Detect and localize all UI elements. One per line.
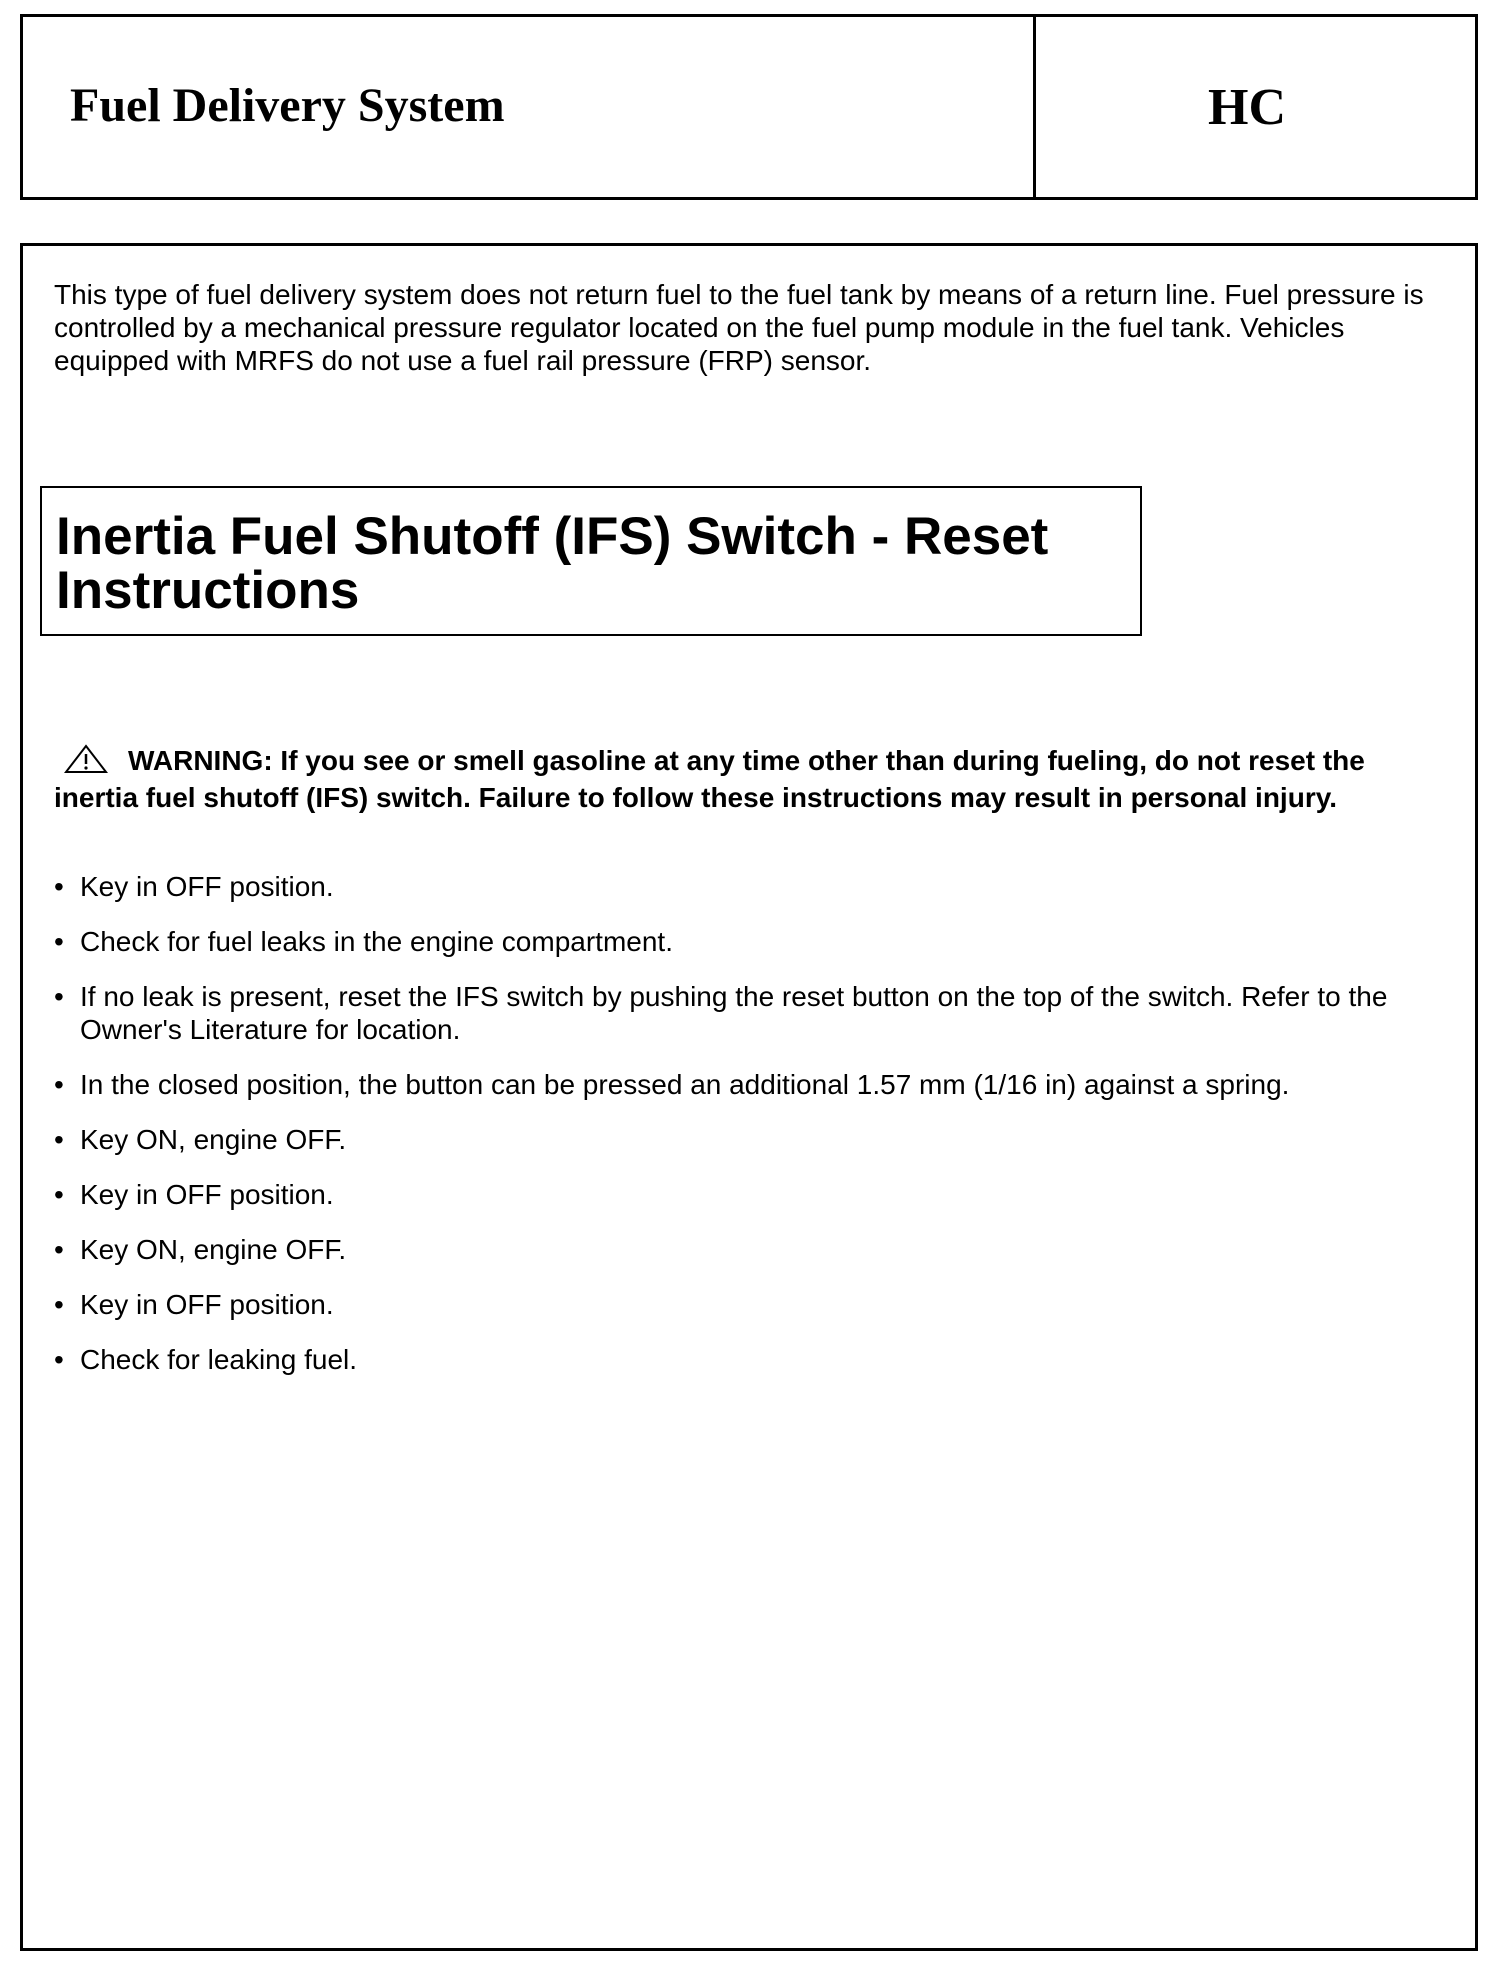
- section-heading: Inertia Fuel Shutoff (IFS) Switch - Reset Instructions: [56, 507, 1049, 620]
- list-item: • If no leak is present, reset the IFS switch by pushing the reset button on the top of the switch. Refer to the Owner's Literature for location.: [54, 980, 1454, 1046]
- warning-triangle-icon: [64, 744, 108, 781]
- section-heading-box: [40, 486, 1142, 636]
- reset-steps-list: [54, 870, 1454, 1398]
- list-item: • Key ON, engine OFF.: [54, 1123, 1454, 1156]
- list-item: • Key in OFF position.: [54, 1288, 1454, 1321]
- list-item: • Check for leaking fuel.: [54, 1343, 1454, 1376]
- section-code: HC: [1208, 79, 1286, 136]
- warning-text: WARNING: If you see or smell gasoline at any time other than during fueling, do not reset the inertia fuel shutoff (IFS) switch. Failure to follow these instructions may result in personal injury.: [54, 745, 1365, 813]
- list-item: • Key in OFF position.: [54, 1178, 1454, 1211]
- page-title: Fuel Delivery System: [70, 79, 505, 132]
- list-item: • Key ON, engine OFF.: [54, 1233, 1454, 1266]
- list-item: • Key in OFF position.: [54, 870, 1454, 903]
- intro-paragraph: This type of fuel delivery system does not return fuel to the fuel tank by means of a return line. Fuel pressure is controlled by a mechanical pressure regulator located on the fuel pump module in the fuel tank. Vehicles equipped with MRFS do not use a fuel rail pressure (FRP) sensor.: [54, 279, 1424, 376]
- header-divider: [1033, 14, 1036, 200]
- warning-note: [54, 744, 1454, 814]
- list-item: • Check for fuel leaks in the engine compartment.: [54, 925, 1454, 958]
- list-item: • In the closed position, the button can be pressed an additional 1.57 mm (1/16 in) against a spring.: [54, 1068, 1454, 1101]
